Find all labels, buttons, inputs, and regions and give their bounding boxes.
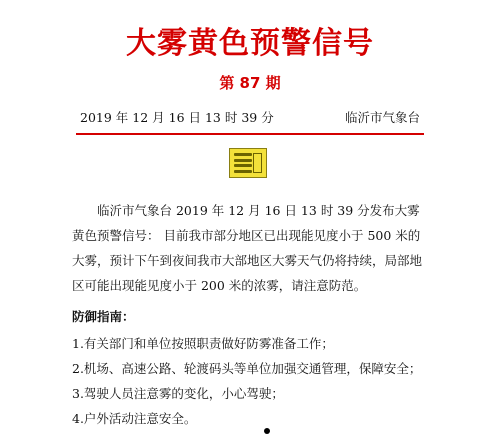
signal-box [253, 153, 262, 173]
issue-number: 第 87 期 [219, 74, 281, 92]
issue-datetime: 2019 年 12 月 16 日 13 时 39 分 [80, 110, 274, 125]
guide-list [72, 331, 421, 431]
guide-heading: 防御指南： [72, 309, 135, 324]
header-divider [76, 133, 424, 135]
fog-yellow-warning-icon [229, 148, 267, 178]
warning-body [72, 198, 428, 298]
issuer-name: 临沂市气象台 [344, 110, 420, 125]
guide-item: 1.有关部门和单位按照职责做好防雾准备工作； [72, 336, 334, 351]
document-title: 大雾黄色预警信号 [126, 26, 374, 61]
guide-item: 3.驾驶人员注意雾的变化，小心驾驶； [72, 386, 284, 401]
fog-lines [234, 153, 252, 173]
guide-item: 2.机场、高速公路、轮渡码头等单位加强交通管理，保障安全； [72, 361, 422, 376]
bottom-dot [264, 428, 270, 434]
warning-paragraph: 临沂市气象台 2019 年 12 月 16 日 13 时 39 分发布大雾黄色预警信号： 目前我市部分地区已出现能见度小于 500 米的大雾，预计下午到夜间我市大部地区大雾天气仍将持续，局部地区可能出现能见度小于 200 米的浓雾，请注意防范。 [72, 203, 423, 293]
meta-row [80, 108, 420, 126]
guide-item: 4.户外活动注意安全。 [72, 411, 197, 426]
